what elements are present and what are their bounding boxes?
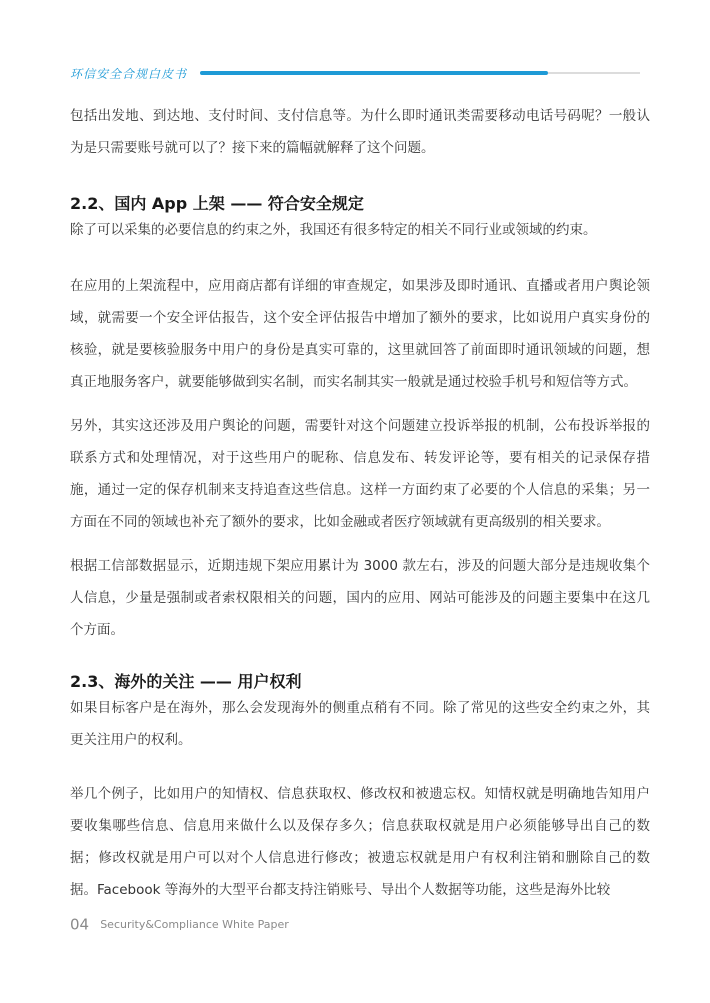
header-title: 环信安全合规白皮书 bbox=[70, 67, 188, 81]
header-accent-rule bbox=[200, 71, 548, 75]
page-number: 04 bbox=[70, 915, 90, 934]
section-heading-2-2: 2.2、国内 App 上架 —— 符合安全规定 bbox=[70, 194, 364, 213]
paragraph-intro-continued: 包括出发地、到达地、支付时间、支付信息等。为什么即时通讯类需要移动电话号码呢？一般认为是只需要账号就可以了？接下来的篇幅就解释了这个问题。 bbox=[70, 108, 650, 156]
footer-title: Security&Compliance White Paper bbox=[100, 918, 289, 931]
page-footer bbox=[70, 914, 289, 936]
paragraph-constraints: 除了可以采集的必要信息的约束之外，我国还有很多特定的相关不同行业或领域的约束。 bbox=[70, 222, 597, 238]
paragraph-overseas: 如果目标客户是在海外，那么会发现海外的侧重点稍有不同。除了常见的这些安全约束之外，其更关注用户的权利。 bbox=[70, 700, 650, 748]
section-heading-2-3: 2.3、海外的关注 —— 用户权利 bbox=[70, 672, 302, 691]
header-gray-rule bbox=[548, 72, 640, 74]
page-header bbox=[0, 60, 710, 84]
paragraph-app-store-review: 在应用的上架流程中，应用商店都有详细的审查规定，如果涉及即时通讯、直播或者用户舆论领域，就需要一个安全评估报告，这个安全评估报告中增加了额外的要求，比如说用户真实身份的核验，就是要核验服务中用户的身份是真实可靠的，这里就回答了前面即时通讯领域的问题，想真正地服务客户，就要能够做到实名制，而实名制其实一般就是通过校验手机号和短信等方式。 bbox=[70, 278, 650, 390]
paragraph-miit-data: 根据工信部数据显示，近期违规下架应用累计为 3000 款左右，涉及的问题大部分是违规收集个人信息，少量是强制或者索权限相关的问题，国内的应用、网站可能涉及的问题主要集中在这几个方面。 bbox=[70, 558, 650, 638]
paragraph-user-rights: 举几个例子，比如用户的知情权、信息获取权、修改权和被遗忘权。知情权就是明确地告知用户要收集哪些信息、信息用来做什么以及保存多久；信息获取权就是用户必须能够导出自己的数据；修改权就是用户可以对个人信息进行修改；被遗忘权就是用户有权利注销和删除自己的数据。Facebook 等海外的大型平台都支持注销账号、导出个人数据等功能，这些是海外比较 bbox=[70, 786, 650, 898]
paragraph-public-opinion: 另外，其实这还涉及用户舆论的问题，需要针对这个问题建立投诉举报的机制，公布投诉举报的联系方式和处理情况，对于这些用户的昵称、信息发布、转发评论等，要有相关的记录保存措施，通过一定的保存机制来支持追查这些信息。这样一方面约束了必要的个人信息的采集；另一方面在不同的领域也补充了额外的要求，比如金融或者医疗领域就有更高级别的相关要求。 bbox=[70, 418, 650, 530]
